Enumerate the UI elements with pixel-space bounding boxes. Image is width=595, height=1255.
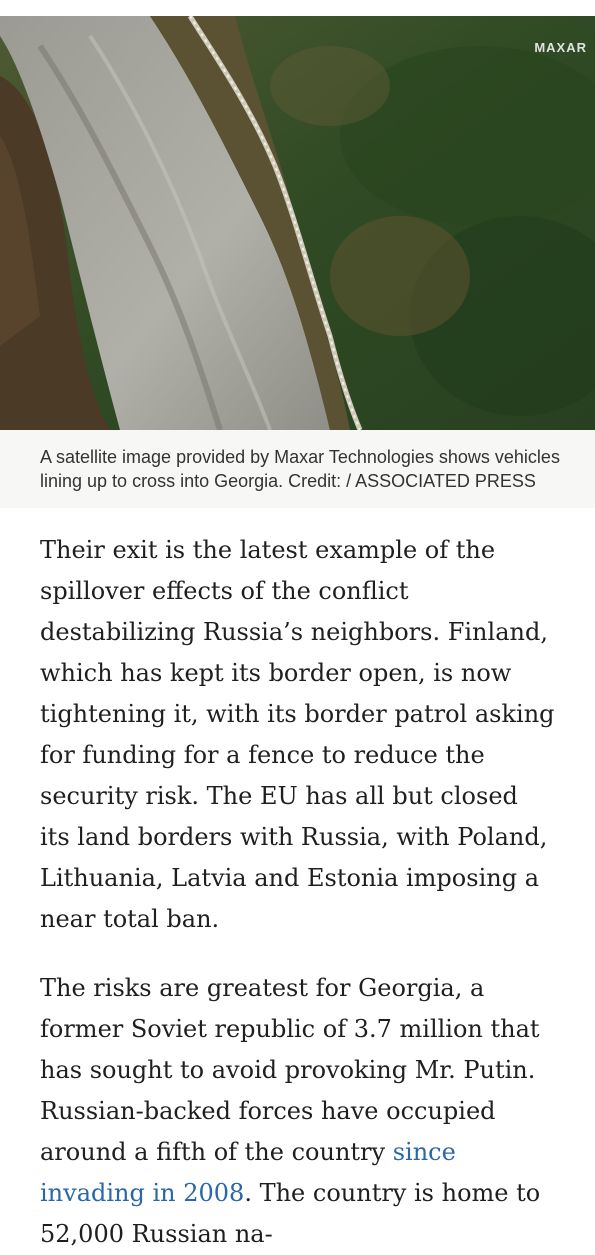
- caption-text: A satellite image provided by Maxar Technologies shows vehicles lining up to cross into Georgia. Credit: / ASSOCIATED PRESS: [40, 447, 560, 491]
- paragraph-2: [40, 968, 555, 1255]
- maxar-watermark: MAXAR: [534, 40, 587, 55]
- satellite-photo: [0, 16, 595, 430]
- paragraph-2-text-after: . The country is home to 52,000 Russian na-: [40, 1178, 541, 1248]
- since-invading-link[interactable]: since invading in 2008: [40, 1137, 456, 1207]
- paragraph-1: [40, 530, 555, 940]
- photo-caption: [0, 428, 595, 508]
- paragraph-1-text: Their exit is the latest example of the spillover effects of the conflict destabilizing Russia’s neighbors. Finland, which has kept its border open, is now tightening it, with its border patrol asking for funding for a fence to reduce the security risk. The EU has all but closed its land borders with Russia, with Poland, Lithuania, Latvia and Estonia imposing a near total ban.: [40, 535, 555, 933]
- paragraph-2-text-before: The risks are greatest for Georgia, a former Soviet republic of 3.7 million that has sought to avoid provoking Mr. Putin. Russian-backed forces have occupied around a fifth of the country: [40, 973, 540, 1166]
- satellite-image: [0, 16, 595, 430]
- article-body: [0, 508, 595, 1255]
